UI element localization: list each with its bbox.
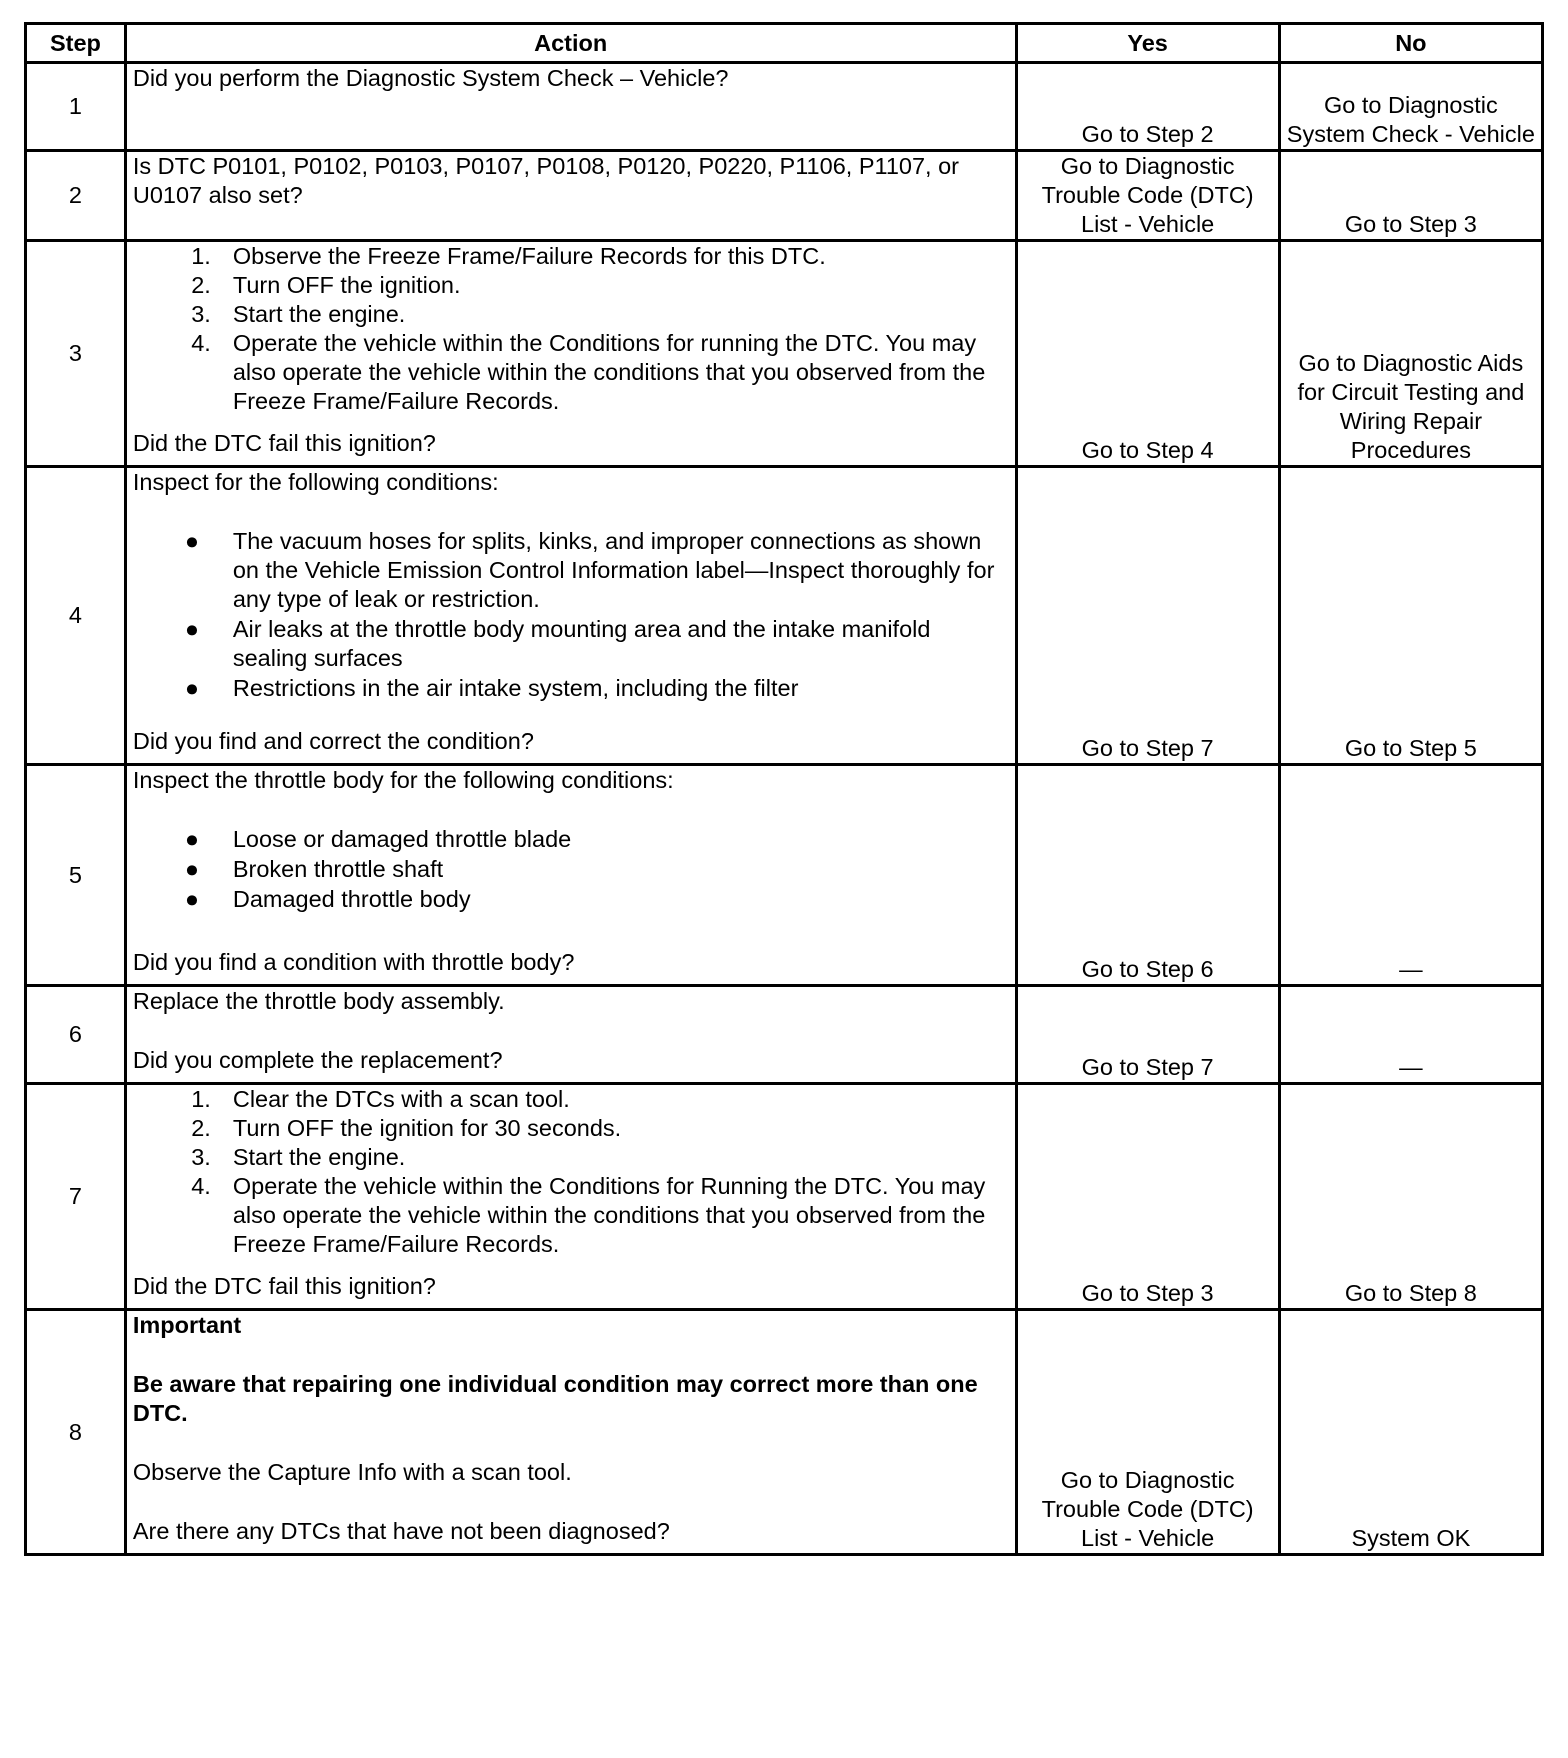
- no-result: Go to Step 3: [1279, 151, 1542, 241]
- no-result: Go to Diagnostic System Check - Vehicle: [1279, 63, 1542, 151]
- item-text: Air leaks at the throttle body mounting area and the intake manifold sealing surfaces: [232, 616, 931, 671]
- list-item: [133, 329, 1009, 416]
- item-text: Operate the vehicle within the Conditions for running the DTC. You may also operate the vehicle within the conditions that you observed from the Freeze Frame/Failure Records.: [232, 330, 986, 414]
- action-intro: Inspect the throttle body for the following conditions:: [132, 767, 674, 793]
- action-question: Did you perform the Diagnostic System Check – Vehicle?: [132, 65, 729, 91]
- yes-result: Go to Step 7: [1016, 986, 1279, 1084]
- item-text: Restrictions in the air intake system, including the filter: [232, 675, 799, 701]
- yes-result: Go to Diagnostic Trouble Code (DTC) List - Vehicle: [1016, 151, 1279, 241]
- item-number: 1.: [191, 1086, 211, 1112]
- action-question: Did you find and correct the condition?: [132, 728, 534, 754]
- action-cell: [125, 151, 1016, 241]
- yes-result: Go to Step 2: [1016, 63, 1279, 151]
- header-action: Action: [125, 24, 1016, 63]
- item-number: 3.: [191, 301, 211, 327]
- diagnostic-table: [24, 22, 1544, 1556]
- bullet-icon: ●: [184, 675, 200, 701]
- item-number: 3.: [191, 1144, 211, 1170]
- item-text: Turn OFF the ignition.: [232, 272, 461, 298]
- item-text: Start the engine.: [232, 301, 406, 327]
- table-row: [26, 241, 1543, 467]
- bullet-icon: ●: [184, 886, 200, 912]
- list-item: [133, 1114, 1009, 1143]
- bullet-list: [133, 527, 1009, 703]
- list-item: [133, 615, 1009, 673]
- item-text: The vacuum hoses for splits, kinks, and improper connections as shown on the Vehicle Emission Control Information label—Inspect thoroughly for any type of leak or restriction.: [232, 528, 995, 612]
- table-row: [26, 1310, 1543, 1555]
- header-row: [26, 24, 1543, 63]
- step-number: 3: [26, 241, 126, 467]
- yes-result: Go to Diagnostic Trouble Code (DTC) List - Vehicle: [1016, 1310, 1279, 1555]
- action-intro: Replace the throttle body assembly.: [132, 988, 505, 1014]
- item-text: Broken throttle shaft: [232, 856, 444, 882]
- list-item: [133, 855, 1009, 884]
- table-row: [26, 467, 1543, 765]
- no-result: Go to Step 5: [1279, 467, 1542, 765]
- yes-result: Go to Step 6: [1016, 765, 1279, 986]
- list-item: [133, 1143, 1009, 1172]
- table-row: [26, 765, 1543, 986]
- action-cell: [125, 1310, 1016, 1555]
- bullet-icon: ●: [184, 616, 200, 642]
- bullet-icon: ●: [184, 856, 200, 882]
- list-item: [133, 271, 1009, 300]
- action-question: Did the DTC fail this ignition?: [132, 1273, 436, 1299]
- item-text: Operate the vehicle within the Conditions for Running the DTC. You may also operate the vehicle within the conditions that you observed from the Freeze Frame/Failure Records.: [232, 1173, 986, 1257]
- no-result: —: [1279, 765, 1542, 986]
- action-intro: Inspect for the following conditions:: [132, 469, 499, 495]
- step-number: 6: [26, 986, 126, 1084]
- item-number: 2.: [191, 1115, 211, 1141]
- numbered-list: [133, 1085, 1009, 1259]
- yes-result: Go to Step 7: [1016, 467, 1279, 765]
- list-item: [133, 885, 1009, 914]
- item-number: 1.: [191, 243, 211, 269]
- item-number: 4.: [191, 1173, 211, 1199]
- header-no: No: [1279, 24, 1542, 63]
- important-text: Be aware that repairing one individual condition may correct more than one DTC.: [132, 1371, 978, 1426]
- action-cell: [125, 765, 1016, 986]
- action-intro: Observe the Capture Info with a scan tool.: [132, 1459, 572, 1485]
- step-number: 4: [26, 467, 126, 765]
- action-question: Did you find a condition with throttle body?: [132, 949, 575, 975]
- step-number: 5: [26, 765, 126, 986]
- header-step: Step: [26, 24, 126, 63]
- yes-result: Go to Step 3: [1016, 1084, 1279, 1310]
- bullet-list: [133, 825, 1009, 914]
- bullet-icon: ●: [184, 528, 200, 554]
- action-question: Are there any DTCs that have not been diagnosed?: [132, 1518, 670, 1544]
- list-item: [133, 300, 1009, 329]
- table-row: [26, 151, 1543, 241]
- list-item: [133, 1085, 1009, 1114]
- item-text: Damaged throttle body: [232, 886, 471, 912]
- table-row: [26, 1084, 1543, 1310]
- yes-result: Go to Step 4: [1016, 241, 1279, 467]
- item-text: Turn OFF the ignition for 30 seconds.: [232, 1115, 622, 1141]
- list-item: [133, 825, 1009, 854]
- header-yes: Yes: [1016, 24, 1279, 63]
- action-cell: [125, 467, 1016, 765]
- table-row: [26, 63, 1543, 151]
- list-item: [133, 1172, 1009, 1259]
- table-row: [26, 986, 1543, 1084]
- numbered-list: [133, 242, 1009, 416]
- action-cell: [125, 63, 1016, 151]
- important-label: Important: [132, 1312, 242, 1338]
- item-number: 4.: [191, 330, 211, 356]
- list-item: [133, 527, 1009, 614]
- action-cell: [125, 986, 1016, 1084]
- step-number: 2: [26, 151, 126, 241]
- item-text: Observe the Freeze Frame/Failure Records for this DTC.: [232, 243, 826, 269]
- no-result: Go to Diagnostic Aids for Circuit Testing and Wiring Repair Procedures: [1279, 241, 1542, 467]
- item-number: 2.: [191, 272, 211, 298]
- action-question: Did the DTC fail this ignition?: [132, 430, 436, 456]
- step-number: 1: [26, 63, 126, 151]
- action-question: Did you complete the replacement?: [132, 1047, 503, 1073]
- action-cell: [125, 1084, 1016, 1310]
- list-item: [133, 674, 1009, 703]
- item-text: Start the engine.: [232, 1144, 406, 1170]
- action-cell: [125, 241, 1016, 467]
- step-number: 8: [26, 1310, 126, 1555]
- step-number: 7: [26, 1084, 126, 1310]
- no-result: —: [1279, 986, 1542, 1084]
- bullet-icon: ●: [184, 826, 200, 852]
- item-text: Clear the DTCs with a scan tool.: [232, 1086, 570, 1112]
- no-result: Go to Step 8: [1279, 1084, 1542, 1310]
- action-question: Is DTC P0101, P0102, P0103, P0107, P0108, P0120, P0220, P1106, P1107, or U0107 also set?: [132, 153, 959, 208]
- no-result: System OK: [1279, 1310, 1542, 1555]
- item-text: Loose or damaged throttle blade: [232, 826, 572, 852]
- list-item: [133, 242, 1009, 271]
